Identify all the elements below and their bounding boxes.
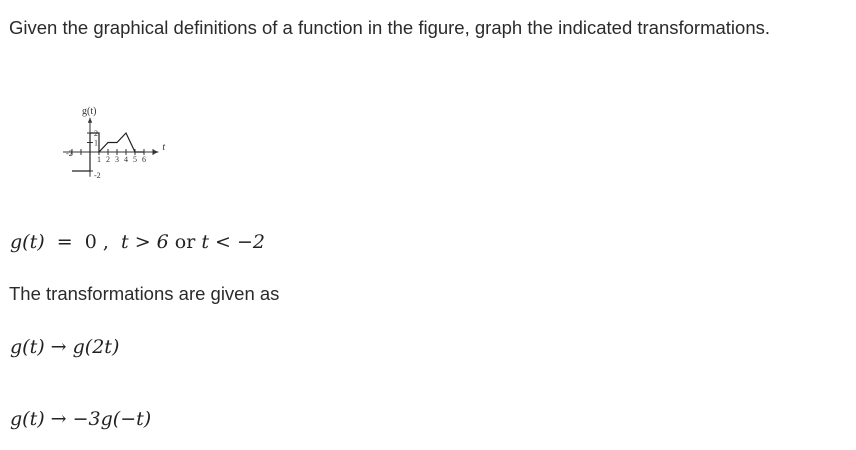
x-tick-label: 5	[133, 155, 137, 164]
transform-intro: The transformations are given as	[9, 283, 280, 304]
transformation-1-to: g(2t)	[72, 336, 120, 358]
problem-prompt: Given the graphical definitions of a function in the figure, graph the indicated transformations.	[9, 17, 771, 38]
condition-equals: =	[56, 231, 73, 253]
condition-equation	[10, 229, 265, 255]
x-tick-label: 2	[106, 155, 110, 164]
y-tick-label: 2	[94, 129, 98, 138]
transformation-2-arrow: →	[50, 408, 67, 430]
function-label: g(t)	[82, 105, 97, 117]
transformation-1-from: g(t)	[10, 336, 45, 358]
x-tick-label: -2	[66, 149, 73, 158]
function-graph	[28, 86, 198, 186]
x-tick-label: 6	[142, 155, 146, 164]
condition-or: or	[174, 231, 196, 253]
condition-clause-1: t > 6	[121, 231, 169, 253]
t-axis-arrow	[153, 150, 158, 154]
g-axis-arrow	[88, 118, 92, 123]
x-tick-label: 1	[97, 155, 101, 164]
y-tick-label: 1	[94, 138, 98, 148]
y-tick-label: -2	[94, 171, 101, 180]
transformation-2-to: −3g(−t)	[72, 408, 152, 430]
condition-clause-2: t < −2	[201, 231, 266, 253]
x-tick-label: 3	[115, 155, 119, 164]
transformation-1-arrow: →	[50, 336, 67, 358]
transformation-1	[10, 334, 119, 360]
graph-svg	[28, 86, 198, 186]
x-tick-label: 4	[124, 155, 128, 164]
transformation-2-from: g(t)	[10, 408, 45, 430]
transformation-2	[10, 406, 151, 432]
condition-value: 0	[84, 231, 97, 253]
condition-separator: ,	[102, 231, 109, 253]
t-axis-label: t	[162, 142, 166, 153]
condition-lhs: g(t)	[10, 231, 45, 253]
